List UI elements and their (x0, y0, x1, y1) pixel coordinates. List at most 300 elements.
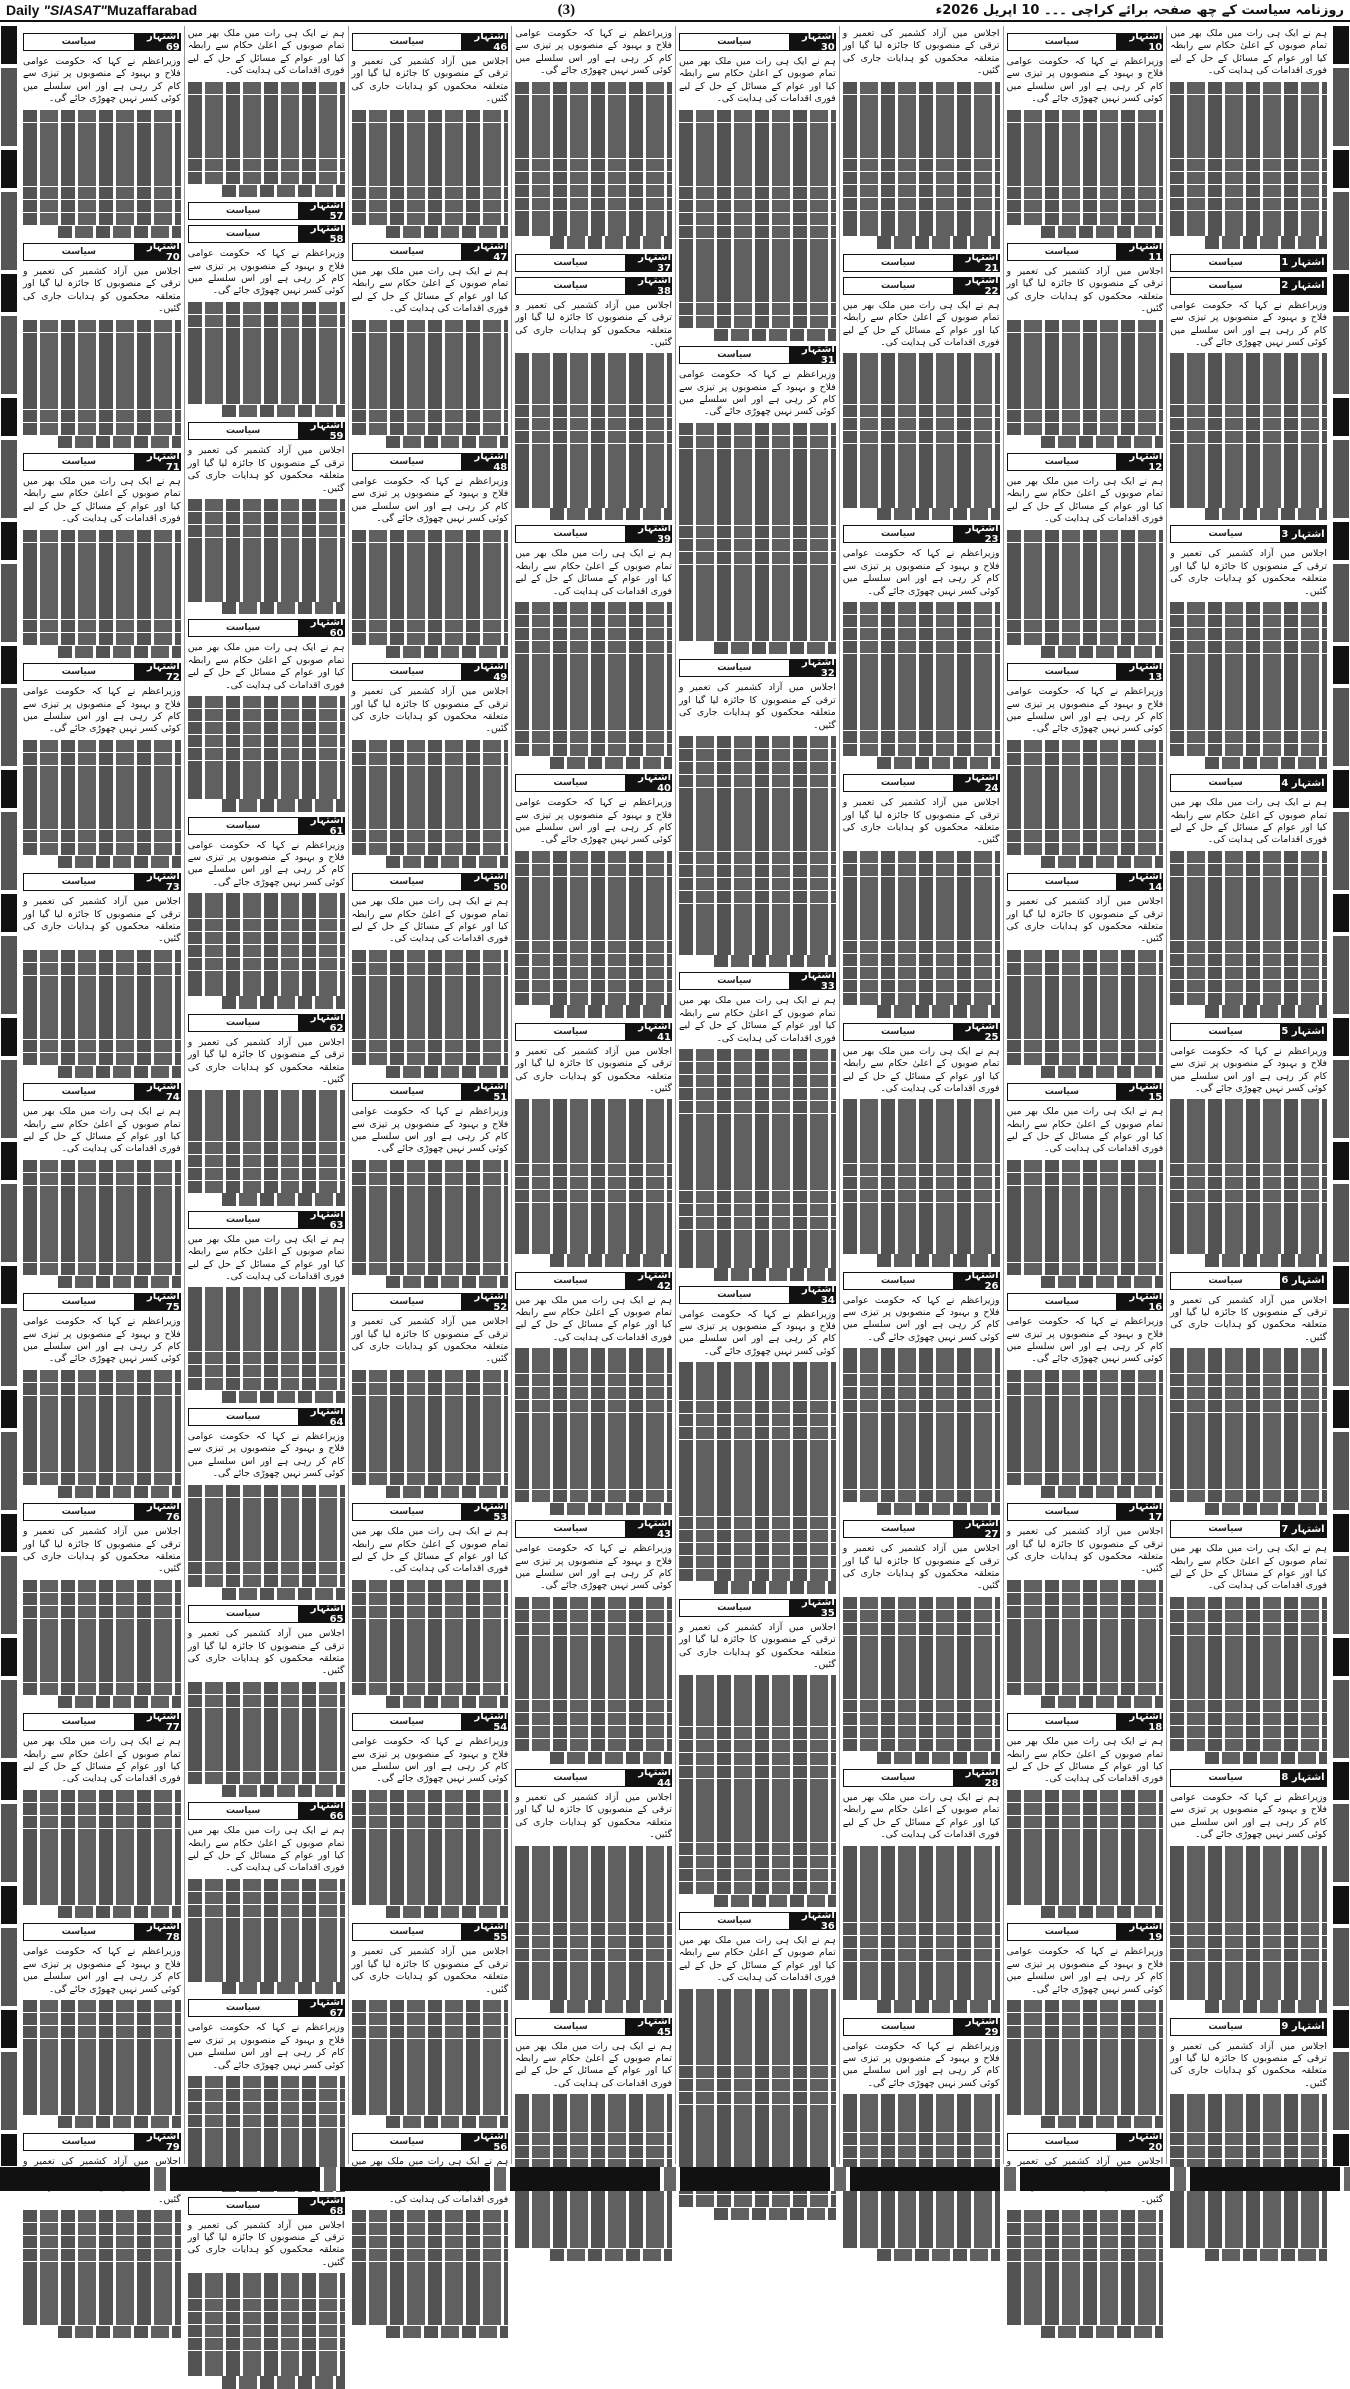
text-line (843, 392, 1000, 404)
classified-notice (515, 1269, 672, 1516)
notice-number: اشتہار 66 (298, 1803, 344, 1819)
text-line (843, 1623, 1000, 1635)
text-line (843, 1112, 1000, 1124)
notice-header-bar (23, 451, 181, 474)
text-line (352, 1447, 509, 1459)
notice-brand: سیاست (516, 1273, 625, 1289)
text-line (352, 2313, 509, 2325)
text-line (386, 646, 508, 658)
text-line (1170, 418, 1327, 430)
notice-brand: سیاست (844, 2019, 953, 2035)
newspaper-column (184, 26, 348, 2268)
text-line (352, 1421, 509, 1433)
notice-header-bar (352, 2131, 509, 2154)
notice-text: اجلاس میں آزاد کشمیر کی تعمیر و ترقی کے منصوبوں کا جائزہ لیا گیا اور متعلقہ محکموں کو ہدایات جاری کی گئیں۔ (187, 1036, 345, 1085)
text-line (1007, 963, 1164, 975)
notice-text: وزیراعظم نے کہا کہ حکومت عوامی فلاح و بہبود کے منصوبوں پر تیزی سے کام کر رہی ہے اور اس سلسلے میں کوئی کسر نہیں چھوڑی جائے گی۔ (23, 686, 181, 735)
notice-text: وزیراعظم نے کہا کہ حکومت عوامی فلاح و بہبود کے منصوبوں پر تیزی سے کام کر رہی ہے اور اس سلسلے میں کوئی کسر نہیں چھوڑی جائے گی۔ (351, 1106, 509, 1155)
text-line (188, 773, 345, 785)
text-line (679, 290, 836, 302)
text-line (188, 709, 345, 721)
text-line (679, 1740, 836, 1752)
text-line (515, 1477, 672, 1489)
text-line (23, 1460, 181, 1472)
notice-brand: سیاست (516, 526, 625, 542)
notice-header-bar (1007, 1921, 1164, 1944)
text-line (1170, 1400, 1327, 1412)
notice-number: اشتہار 19 (1116, 1924, 1162, 1940)
newspaper-column (348, 26, 512, 2205)
text-line (23, 791, 181, 803)
text-line (1170, 133, 1327, 145)
classified-notice (187, 1405, 345, 1600)
text-line (679, 487, 836, 499)
text-line (1170, 1936, 1327, 1948)
text-line (386, 1696, 508, 1708)
text-line (515, 223, 672, 235)
classified-notice (1007, 1923, 1164, 2128)
classified-notice (515, 2015, 672, 2262)
text-line (23, 2313, 181, 2325)
text-line (1170, 1739, 1327, 1751)
text-line (1041, 1066, 1163, 1078)
text-line (1041, 2116, 1163, 2128)
text-line (1170, 692, 1327, 704)
text-line (515, 877, 672, 889)
text-line (352, 740, 509, 752)
text-line (1007, 791, 1164, 803)
notice-number: اشتہار 20 (1116, 2134, 1162, 2150)
text-line (679, 436, 836, 448)
text-line (515, 1190, 672, 1202)
notice-header-bar (188, 1800, 345, 1823)
text-line (188, 379, 345, 391)
notice-number: اشتہار 14 (1116, 874, 1162, 890)
text-line (1170, 2107, 1327, 2119)
text-line (352, 358, 509, 370)
text-line (188, 1695, 345, 1707)
text-line (843, 456, 1000, 468)
text-line (352, 1198, 509, 1210)
text-line (843, 2094, 1000, 2106)
notice-number: اشتہار 78 (134, 1924, 180, 1940)
classified-notice (352, 33, 509, 238)
text-line (843, 1387, 1000, 1399)
text-line (679, 1101, 836, 1113)
text-line (515, 379, 672, 391)
text-line (352, 753, 509, 765)
notice-number: اشتہار 58 (298, 226, 344, 242)
notice-number: اشتہار 2 (1280, 278, 1326, 294)
text-line (1007, 148, 1164, 160)
text-line (1170, 1910, 1327, 1922)
text-line (352, 1211, 509, 1223)
classified-notice (23, 1083, 181, 1288)
notice-header-bar (23, 33, 181, 51)
notice-text: وزیراعظم نے کہا کہ حکومت عوامی فلاح و بہبود کے منصوبوں پر تیزی سے کام کر رہی ہے اور اس سلسلے میں کوئی کسر نہیں چھوڑی جائے گی۔ (23, 1316, 181, 1365)
text-line (843, 82, 1000, 94)
text-line (679, 1126, 836, 1138)
text-line (1007, 161, 1164, 173)
text-line (515, 705, 672, 717)
classified-notice (1007, 33, 1164, 238)
text-line (188, 328, 345, 340)
text-line (352, 1040, 509, 1052)
text-line (352, 1580, 509, 1592)
classified-notice (188, 1605, 345, 1797)
text-line (222, 996, 344, 1008)
text-line (386, 2116, 508, 2128)
notice-brand: سیاست (1008, 874, 1117, 890)
text-line (188, 133, 345, 145)
text-line (679, 1491, 836, 1503)
text-line (515, 482, 672, 494)
text-line (714, 329, 836, 341)
text-line (1170, 2133, 1327, 2145)
text-line (1007, 1606, 1164, 1618)
notice-text: اجلاس میں آزاد کشمیر کی تعمیر و ترقی کے منصوبوں کا جائزہ لیا گیا اور متعلقہ محکموں کو ہدایات جاری کی گئیں۔ (1006, 896, 1164, 945)
text-line (23, 333, 181, 345)
text-line (352, 1408, 509, 1420)
classified-notice (515, 28, 672, 272)
classified-notice (188, 225, 345, 417)
text-line (23, 1631, 181, 1643)
notice-header-bar (843, 523, 1000, 546)
notice-header-bar (1007, 241, 1164, 264)
notice-number: اشتہار 26 (953, 1273, 999, 1289)
text-line (352, 766, 509, 778)
notice-text: وزیراعظم نے کہا کہ حکومت عوامی فلاح و بہبود کے منصوبوں پر تیزی سے کام کر رہی ہے اور اس سلسلے میں کوئی کسر نہیں چھوڑی جائے گی۔ (1170, 1045, 1327, 1095)
notice-brand: سیاست (844, 1770, 953, 1786)
classified-notice (843, 774, 1000, 1018)
text-line (23, 2262, 181, 2274)
notice-brand: سیاست (24, 1714, 134, 1730)
notice-text: اجلاس میں آزاد کشمیر کی تعمیر و ترقی کے منصوبوں کا جائزہ لیا گیا اور متعلقہ محکموں کو ہدایات جاری کی گئیں۔ (351, 1316, 509, 1365)
text-line (352, 1473, 509, 1485)
classified-notice (1170, 774, 1327, 1018)
text-line (679, 736, 836, 748)
text-line (679, 891, 836, 903)
text-line (188, 538, 345, 550)
notice-header-bar (679, 657, 836, 680)
text-line (1170, 211, 1327, 223)
text-line (550, 2249, 672, 2261)
text-line (1170, 1490, 1327, 1502)
classified-notice (187, 1011, 345, 1206)
notice-number: اشتہار 33 (789, 973, 835, 989)
text-line (843, 366, 1000, 378)
notice-brand: سیاست (353, 34, 462, 50)
notice-header-bar (679, 1909, 836, 1932)
text-line (188, 2325, 345, 2337)
notice-text: وزیراعظم نے کہا کہ حکومت عوامی فلاح و بہبود کے منصوبوں پر تیزی سے کام کر رہی ہے اور اس سلسلے میں کوئی کسر نہیں چھوڑی جائے گی۔ (842, 1294, 1000, 1343)
text-line (1170, 1974, 1327, 1986)
text-line (843, 615, 1000, 627)
text-line (679, 1869, 836, 1881)
text-line (352, 594, 509, 606)
text-line (23, 2236, 181, 2248)
notice-brand: سیاست (24, 664, 134, 680)
notice-number: اشتہار 65 (298, 1606, 344, 1622)
notice-number: اشتہار 53 (461, 1504, 507, 1520)
text-line (1007, 1447, 1164, 1459)
notice-text: اجلاس میں آزاد کشمیر کی تعمیر و ترقی کے منصوبوں کا جائزہ لیا گیا اور متعلقہ محکموں کو ہدایات جاری کی گئیں۔ (23, 1526, 181, 1575)
text-line (515, 1413, 672, 1425)
text-line (1007, 200, 1164, 212)
notice-header-bar (188, 1208, 345, 1231)
classified-notice (1007, 663, 1164, 868)
notice-header-bar (1170, 277, 1327, 295)
classified-notice (352, 1923, 509, 2128)
notice-brand: سیاست (516, 775, 625, 791)
text-line (679, 239, 836, 251)
notice-text: ہم نے ایک ہی رات میں ملک بھر میں تمام صوبوں کے اعلیٰ حکام سے رابطہ کیا اور عوام کے مسائل کے حل کے لیے فوری اقدامات کی ہدایت کی۔ (842, 299, 1000, 348)
notice-header-bar (679, 970, 836, 993)
notice-brand: سیاست (1008, 2134, 1117, 2150)
text-line (1007, 2210, 1164, 2222)
text-line (679, 2040, 836, 2052)
text-line (1007, 2013, 1164, 2025)
text-line (188, 1155, 345, 1167)
notice-header-bar (1170, 1023, 1327, 1041)
text-line (23, 543, 181, 555)
text-line (1007, 568, 1164, 580)
text-line (843, 1490, 1000, 1502)
notice-brand: سیاست (516, 1024, 625, 1040)
text-line (58, 1906, 181, 1918)
text-line (1170, 1623, 1327, 1635)
text-line (188, 95, 345, 107)
notice-brand: سیاست (844, 775, 953, 791)
text-line (1170, 120, 1327, 132)
text-line (515, 2094, 672, 2106)
classified-notice (1007, 1503, 1164, 1708)
text-line (515, 1713, 672, 1725)
text-line (1205, 236, 1327, 248)
text-line (352, 1186, 509, 1198)
notice-text: ہم نے ایک ہی رات میں ملک بھر میں تمام صوبوں کے اعلیٰ حکام سے رابطہ کیا اور عوام کے مسائل کے حل کے لیے فوری اقدامات کی ہدایت کی۔ (515, 2040, 672, 2089)
masthead-city: Muzaffarabad (106, 2, 198, 18)
text-line (1007, 2262, 1164, 2274)
notice-number: اشتہار 68 (298, 2198, 344, 2214)
text-line (23, 778, 181, 790)
text-line (188, 1326, 345, 1338)
text-line (1007, 333, 1164, 345)
text-line (23, 1867, 181, 1879)
text-line (1170, 1164, 1327, 1176)
text-line (679, 826, 836, 838)
text-line (1170, 1858, 1327, 1870)
text-line (188, 82, 345, 94)
classified-notice (187, 2194, 345, 2389)
notice-number: اشتہار 48 (461, 454, 507, 470)
text-line (1007, 1014, 1164, 1026)
text-line (23, 423, 181, 435)
notice-number: اشتہار 45 (625, 2019, 671, 2035)
text-line (352, 620, 509, 632)
notice-number: اشتہار 24 (953, 775, 999, 791)
text-line (515, 2120, 672, 2132)
text-line (23, 1657, 181, 1669)
text-line (23, 1683, 181, 1695)
text-line (679, 1882, 836, 1894)
text-line (188, 1352, 345, 1364)
notice-number: اشتہار 15 (1116, 1084, 1162, 1100)
text-line (188, 1181, 345, 1193)
text-line (1170, 1962, 1327, 1974)
text-line (843, 1477, 1000, 1489)
text-line (352, 1250, 509, 1262)
text-line (1170, 444, 1327, 456)
text-line (843, 1897, 1000, 1909)
classified-notice (842, 274, 1000, 521)
classified-notice (679, 346, 836, 654)
text-line (679, 1152, 836, 1164)
notice-text: وزیراعظم نے کہا کہ حکومت عوامی فلاح و بہبود کے منصوبوں پر تیزی سے کام کر رہی ہے اور اس سلسلے میں کوئی کسر نہیں چھوڑی جائے گی۔ (515, 797, 672, 846)
text-line (714, 1268, 836, 1280)
notice-number: اشتہار 47 (461, 244, 507, 260)
text-line (679, 1478, 836, 1490)
text-line (877, 2000, 999, 2012)
text-line (352, 2039, 509, 2051)
text-line (188, 722, 345, 734)
text-line (352, 607, 509, 619)
text-line (352, 976, 509, 988)
text-line (188, 159, 345, 171)
text-line (352, 397, 509, 409)
text-line (515, 1597, 672, 1609)
text-line (843, 1858, 1000, 1870)
text-line (1170, 2223, 1327, 2235)
text-line (188, 1549, 345, 1561)
classified-notice (23, 1503, 181, 1708)
text-line (843, 1923, 1000, 1935)
text-line (1007, 1854, 1164, 1866)
text-line (843, 353, 1000, 365)
text-line (23, 1803, 181, 1815)
text-line (679, 1701, 836, 1713)
text-line (1007, 1473, 1164, 1485)
text-line (679, 1049, 836, 1061)
text-line (188, 1930, 345, 1942)
text-line (1007, 371, 1164, 383)
classified-notice (23, 243, 181, 448)
text-line (23, 200, 181, 212)
notice-number: اشتہار 35 (789, 1600, 835, 1616)
text-line (58, 1696, 181, 1708)
text-line (515, 1910, 672, 1922)
text-line (352, 410, 509, 422)
text-line (188, 761, 345, 773)
text-line (188, 1510, 345, 1522)
text-line (23, 1644, 181, 1656)
text-line (843, 1151, 1000, 1163)
text-line (843, 1164, 1000, 1176)
text-line (1041, 856, 1163, 868)
text-line (352, 213, 509, 225)
notice-text: وزیراعظم نے کہا کہ حکومت عوامی فلاح و بہبود کے منصوبوں پر تیزی سے کام کر رہی ہے اور اس سلسلے میں کوئی کسر نہیں چھوڑی جائے گی۔ (187, 248, 345, 297)
notice-header-bar (843, 1269, 1000, 1292)
notice-number: اشتہار 57 (298, 203, 344, 219)
notice-text: وزیراعظم نے کہا کہ حکومت عوامی فلاح و بہبود کے منصوبوں پر تیزی سے کام کر رہی ہے اور اس سلسلے میں کوئی کسر نہیں چھوڑی جائے گی۔ (1006, 686, 1164, 735)
text-line (352, 2064, 509, 2076)
notice-brand: سیاست (1008, 454, 1117, 470)
notice-text: وزیراعظم نے کہا کہ حکومت عوامی فلاح و بہبود کے منصوبوں پر تیزی سے کام کر رہی ہے اور اس سلسلے میں کوئی کسر نہیں چھوڑی جائے گی۔ (1006, 1316, 1164, 1365)
text-line (843, 185, 1000, 197)
text-line (352, 791, 509, 803)
notice-brand: سیاست (189, 818, 298, 834)
notice-number: اشتہار 69 (134, 34, 180, 50)
text-line (188, 2076, 345, 2088)
text-line (515, 1348, 672, 1360)
text-line (550, 1005, 672, 1017)
notice-brand: سیاست (1171, 1024, 1280, 1040)
notice-text: وزیراعظم نے کہا کہ حکومت عوامی فلاح و بہبود کے منصوبوں پر تیزی سے کام کر رہی ہے اور اس سلسلے میں کوئی کسر نہیں چھوڑی جائے گی۔ (187, 1430, 345, 1480)
classified-notice (1007, 1083, 1164, 1288)
notice-text: ہم نے ایک ہی رات میں ملک بھر میں تمام صوبوں کے اعلیٰ حکام سے رابطہ کیا اور عوام کے مسائل کے حل کے لیے فوری اقدامات کی ہدایت کی۔ (351, 896, 509, 945)
text-line (515, 1974, 672, 1986)
notice-header-bar (679, 344, 836, 367)
text-line (386, 226, 508, 238)
text-line (1170, 1687, 1327, 1699)
text-line (188, 1523, 345, 1535)
notice-text: ہم نے ایک ہی رات میں ملک بھر میں تمام صوبوں کے اعلیٰ حکام سے رابطہ کیا اور عوام کے مسائل کے حل کے لیے فوری اقدامات کی ہدایت کی۔ (679, 56, 836, 105)
notice-text: وزیراعظم نے کہا کہ حکومت عوامی فلاح و بہبود کے منصوبوں پر تیزی سے کام کر رہی ہے اور اس سلسلے میں کوئی کسر نہیں چھوڑی جائے گی۔ (1170, 299, 1327, 348)
text-line (188, 512, 345, 524)
text-line (843, 902, 1000, 914)
text-line (352, 2103, 509, 2115)
text-line (843, 405, 1000, 417)
text-line (1041, 2326, 1163, 2338)
text-line (515, 2236, 672, 2248)
text-line (1170, 1438, 1327, 1450)
text-line (352, 1606, 509, 1618)
notice-header-bar (1170, 774, 1327, 792)
text-line (1170, 82, 1327, 94)
text-line (23, 2210, 181, 2222)
text-line (679, 264, 836, 276)
notice-header-bar (23, 661, 181, 684)
classified-notice (679, 1596, 836, 1907)
notice-number: اشتہار 73 (134, 874, 180, 890)
text-line (1041, 226, 1163, 238)
notice-brand: سیاست (353, 1714, 462, 1730)
text-line (352, 1593, 509, 1605)
text-line (1007, 384, 1164, 396)
text-line (1007, 423, 1164, 435)
text-line (679, 1830, 836, 1842)
text-line (352, 1683, 509, 1695)
text-line (843, 1713, 1000, 1725)
text-line (515, 1936, 672, 1948)
text-line (843, 1597, 1000, 1609)
text-line (188, 525, 345, 537)
text-line (515, 1700, 672, 1712)
text-line (23, 2300, 181, 2312)
text-line (1007, 1841, 1164, 1853)
notice-brand: سیاست (353, 244, 462, 260)
text-line (1170, 95, 1327, 107)
text-line (679, 878, 836, 890)
notice-text: ہم نے ایک ہی رات میں ملک بھر میں تمام صوبوں کے اعلیٰ حکام سے رابطہ کیا اور عوام کے مسائل کے حل کے لیے فوری اقدامات کی ہدایت کی۔ (842, 1045, 1000, 1095)
text-line (843, 2107, 1000, 2119)
text-line (188, 1733, 345, 1745)
notice-brand: سیاست (189, 423, 298, 439)
notice-text: ہم نے ایک ہی رات میں ملک بھر میں تمام صوبوں کے اعلیٰ حکام سے رابطہ کیا اور عوام کے مسائل کے حل کے لیے فوری اقدامات کی ہدایت کی۔ (1170, 28, 1327, 77)
notice-header-bar (23, 1501, 181, 1524)
text-line (1170, 928, 1327, 940)
text-line (843, 444, 1000, 456)
